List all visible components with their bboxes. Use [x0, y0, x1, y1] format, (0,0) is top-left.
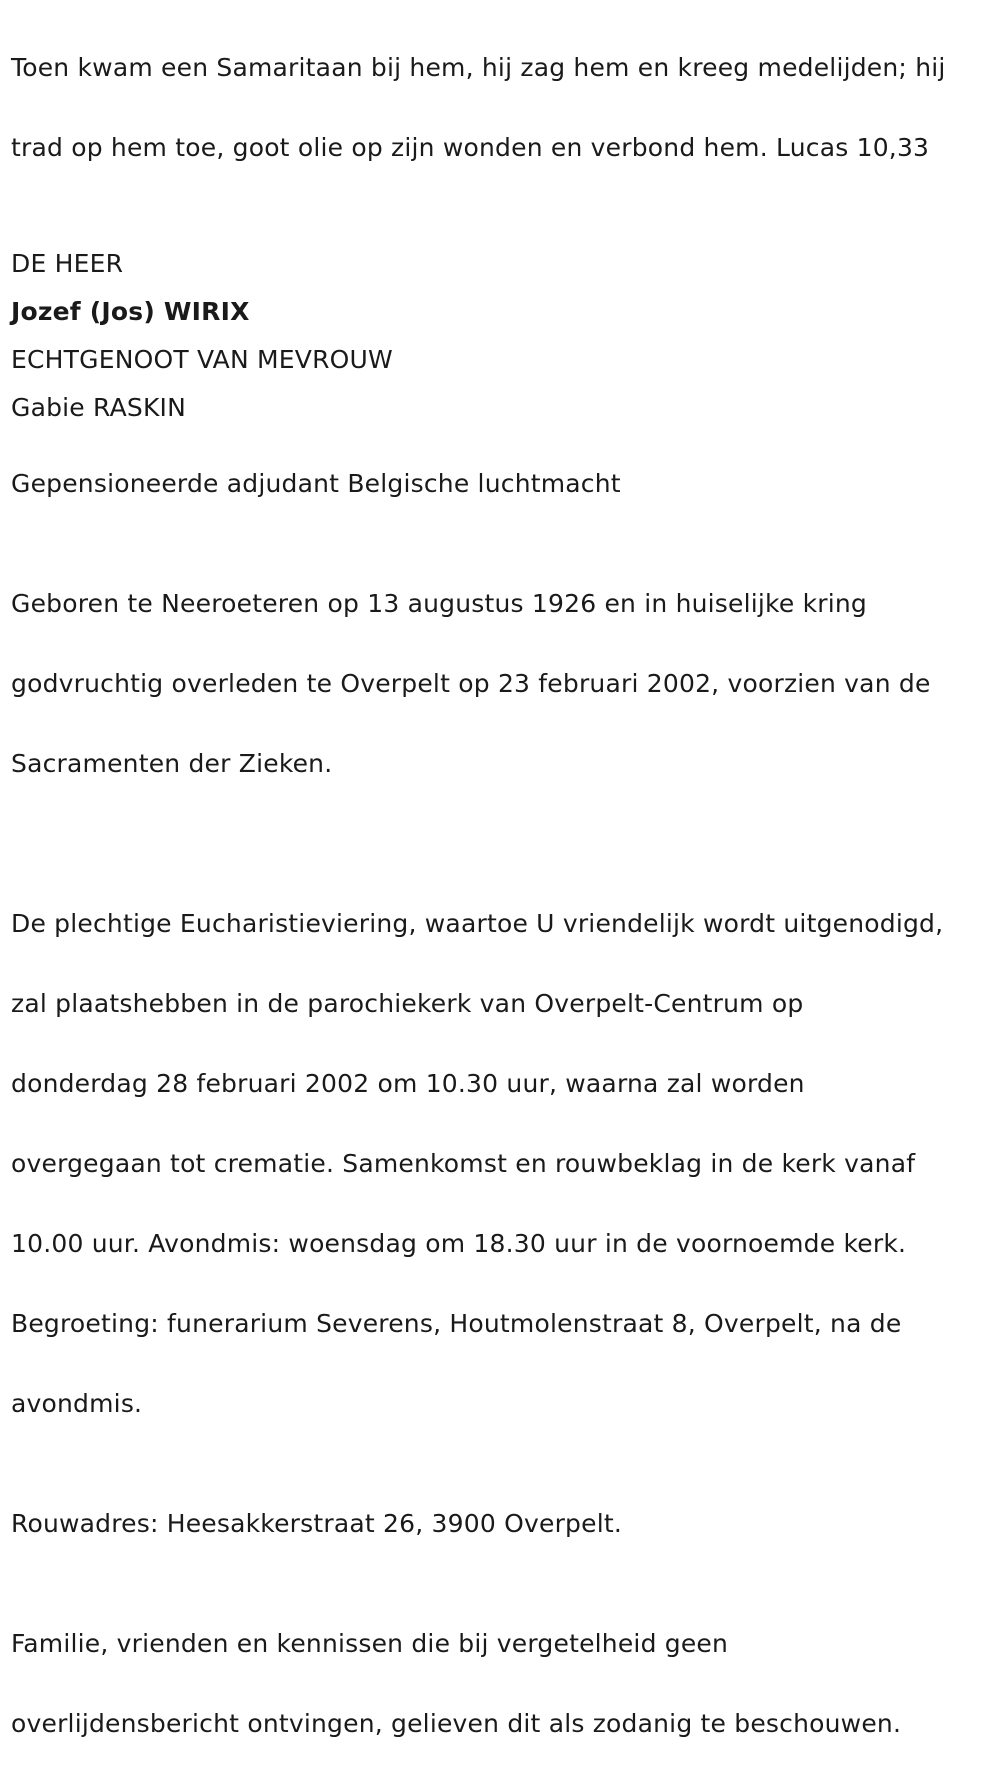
ceremony-line-4: overgegaan tot crematie. Samenkomst en rouwbeklag in de kerk vanaf	[11, 1149, 916, 1178]
spacer	[11, 504, 1000, 544]
spouse-label: ECHTGENOOT VAN MEVROUW	[11, 345, 393, 374]
quote-line-2: trad op hem toe, goot olie op zijn wonden en verbond hem. Lucas 10,33	[11, 133, 930, 162]
bible-quote	[11, 8, 1000, 208]
occupation: Gepensioneerde adjudant Belgische luchtmacht	[11, 469, 621, 498]
family-note-paragraph	[11, 1584, 1000, 1784]
ceremony-line-1: De plechtige Eucharistieviering, waartoe U vriendelijk wordt uitgenodigd,	[11, 909, 944, 938]
ceremony-line-2: zal plaatshebben in de parochiekerk van Overpelt-Centrum op	[11, 989, 804, 1018]
spacer	[11, 824, 1000, 864]
spouse-name: Gabie RASKIN	[11, 393, 187, 422]
deceased-name: Jozef (Jos) WIRIX	[11, 297, 250, 326]
family-note-line-2: overlijdensbericht ontvingen, gelieven dit als zodanig te beschouwen.	[11, 1709, 902, 1738]
deceased-title: DE HEER	[11, 249, 124, 278]
birth-death-line-1: Geboren te Neeroeteren op 13 augustus 1926 en in huiselijke kring	[11, 589, 867, 618]
mourning-address: Rouwadres: Heesakkerstraat 26, 3900 Overpelt.	[11, 1509, 623, 1538]
ceremony-line-7: avondmis.	[11, 1389, 143, 1418]
ceremony-line-5: 10.00 uur. Avondmis: woensdag om 18.30 uur in de voornoemde kerk.	[11, 1229, 907, 1258]
ceremony-line-6: Begroeting: funerarium Severens, Houtmolenstraat 8, Overpelt, na de	[11, 1309, 902, 1338]
spacer	[11, 432, 1000, 464]
spacer	[11, 1464, 1000, 1504]
family-note-line-1: Familie, vrienden en kennissen die bij vergetelheid geen	[11, 1629, 729, 1658]
deceased-header	[11, 240, 1000, 432]
birth-death-line-3: Sacramenten der Zieken.	[11, 749, 333, 778]
ceremony-paragraph	[11, 864, 1000, 1464]
spacer	[11, 208, 1000, 240]
birth-death-paragraph	[11, 544, 1000, 824]
ceremony-line-3: donderdag 28 februari 2002 om 10.30 uur, waarna zal worden	[11, 1069, 805, 1098]
spacer	[11, 1544, 1000, 1584]
birth-death-line-2: godvruchtig overleden te Overpelt op 23 februari 2002, voorzien van de	[11, 669, 931, 698]
quote-line-1: Toen kwam een Samaritaan bij hem, hij zag hem en kreeg medelijden; hij	[11, 53, 946, 82]
